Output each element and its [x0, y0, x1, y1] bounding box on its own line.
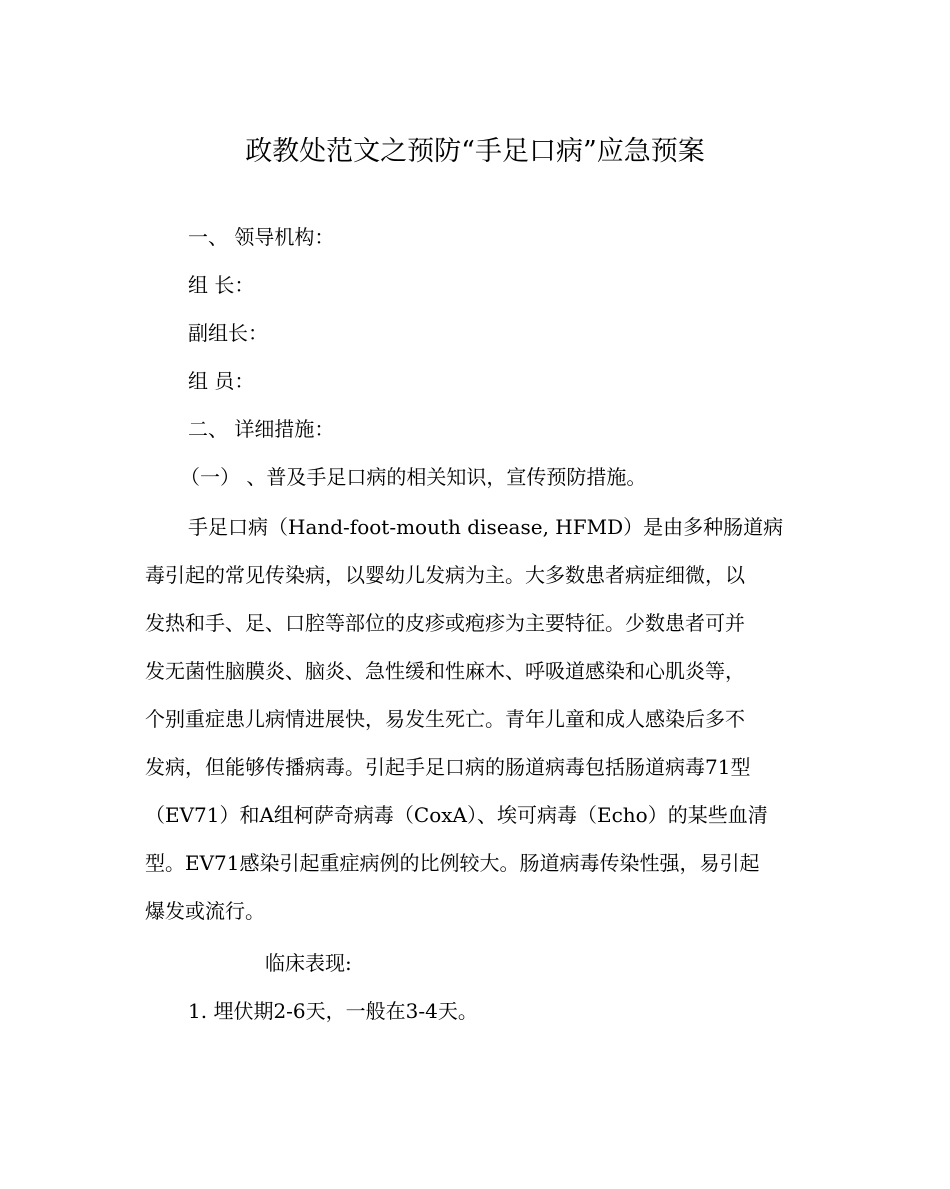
paragraph-line: 手足口病（Hand-foot-mouth disease, HFMD）是由多种肠道病	[188, 515, 784, 539]
members-line: 组 员：	[188, 369, 255, 393]
clinical-heading: 临床表现:	[265, 951, 352, 975]
paragraph-line: 发无菌性脑膜炎、脑炎、急性缓和性麻木、呼吸道感染和心肌炎等，	[145, 659, 745, 683]
paragraph-line: 毒引起的常见传染病，以婴幼儿发病为主。大多数患者病症细微，以	[145, 563, 745, 587]
section-2-heading: 二、 详细措施：	[188, 417, 335, 441]
paragraph-line: （EV71）和A组柯萨奇病毒（CoxA）、埃可病毒（Echo）的某些血清	[145, 803, 768, 827]
section-1-heading: 一、 领导机构：	[188, 225, 335, 249]
paragraph-line: 发热和手、足、口腔等部位的皮疹或疱疹为主要特征。少数患者可并	[145, 611, 745, 635]
section-2-subheading: （一） 、普及手足口病的相关知识，宣传预防措施。	[180, 465, 647, 489]
paragraph-line: 发病，但能够传播病毒。引起手足口病的肠道病毒包括肠道病毒71型	[145, 755, 751, 779]
document-title: 政教处范文之预防“手足口病”应急预案	[245, 136, 705, 167]
list-item: 1. 埋伏期2-6天，一般在3-4天。	[188, 999, 478, 1023]
paragraph-line: 个别重症患儿病情进展快，易发生死亡。青年儿童和成人感染后多不	[145, 707, 745, 731]
paragraph-line: 爆发或流行。	[145, 899, 265, 923]
paragraph-line: 型。EV71感染引起重症病例的比例较大。肠道病毒传染性强，易引起	[145, 851, 760, 875]
leader-line: 组 长：	[188, 273, 255, 297]
deputy-leader-line: 副组长：	[188, 321, 268, 345]
